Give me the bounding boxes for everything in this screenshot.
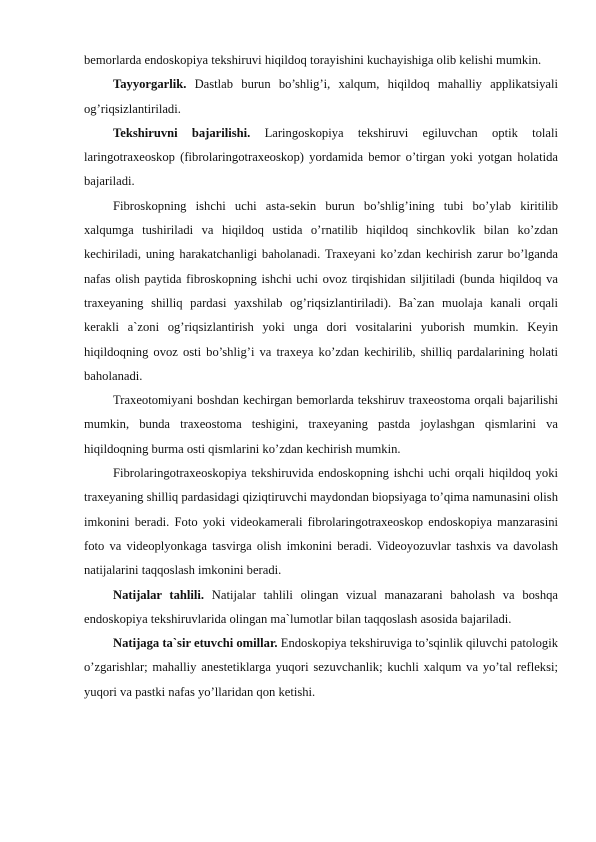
paragraph-heading: Natijalar tahlili. <box>113 587 205 602</box>
paragraph-text: bemorlarda endoskopiya tekshiruvi hiqildoq torayishini kuchayishiga olib kelishi mumkin. <box>84 53 542 67</box>
paragraph-influencing-factors <box>84 631 558 704</box>
paragraph-text: Fibroskopning ishchi uchi asta-sekin burun bo’shlig’ining tubi bo’ylab kiritilib xalqumga tushiriladi va hiqildoq ustida o’rnatilib hiqildoq sinchkovlik bilan ko’zdan kechiriladi, uning harakatchanligi baholanadi. Traxeyani ko’zdan kechirish zarur bo’lganda nafas olish paytida fibroskopning ishchi uchi ovoz tirqishidan siljitiladi (bunda hiqildoq va traxeyaning shilliq pardasi yaxshilab og’riqsizlantiriladi). Ba`zan muolaja kanali orqali kerakli a`zoni og’riqsizlantirish yoki unga dori vositalarini yuborish mumkin. Keyin hiqildoqning ovoz osti bo’shlig’i va traxeya ko’zdan kechirilib, shilliq pardalarining holati baholanadi. <box>84 198 558 383</box>
paragraph-tracheostomy <box>84 388 558 461</box>
paragraph-text: Laringoskopiya tekshiruvi egiluvchan optik tolali laringotraxeoskop (fibrolaringotraxeoskop) yordamida bemor o’tirgan yoki yotgan holatida bajariladi. <box>84 125 558 189</box>
paragraph-heading: Tekshiruvni bajarilishi. <box>113 125 251 140</box>
paragraph-heading: Tayyorgarlik. <box>113 77 187 92</box>
paragraph-preparation <box>84 72 558 121</box>
document-page <box>84 48 558 704</box>
paragraph-text: Dastlab burun bo’shlig’i, xalqum, hiqildoq mahalliy applikatsiyali og’riqsizlantiriladi. <box>84 77 558 116</box>
paragraph-continuation <box>84 48 558 72</box>
paragraph-text: Traxeotomiyani boshdan kechirgan bemorlarda tekshiruv traxeostoma orqali bajarilishi mumkin, bunda traxeostoma teshigini, traxeyaning pastda joylashgan qismlarini va hiqildoqning burma osti qismlarini ko’zdan kechirish mumkin. <box>84 393 558 456</box>
paragraph-results-analysis <box>84 583 558 632</box>
paragraph-heading: Natijaga ta`sir etuvchi omillar. <box>113 636 278 651</box>
paragraph-text: Natijalar tahlili olingan vizual manazarani baholash va boshqa endoskopiya tekshiruvlarida olingan ma`lumotlar bilan taqqoslash asosida bajariladi. <box>84 587 558 626</box>
paragraph-procedure <box>84 121 558 194</box>
paragraph-fibroscope <box>84 194 558 388</box>
paragraph-text: Endoskopiya tekshiruviga to’sqinlik qiluvchi patologik o’zgarishlar; mahalliy anestetiklarga yuqori sezuvchanlik; kuchli xalqum va yo’tal refleksi; yuqori va pastki nafas yo’llaridan qon ketishi. <box>84 636 559 699</box>
paragraph-biopsy <box>84 461 558 582</box>
paragraph-text: Fibrolaringotraxeoskopiya tekshiruvida endoskopning ishchi uchi orqali hiqildoq yoki traxeyaning shilliq pardasidagi qiziqtiruvchi maydondan biopsiyaga to’qima namunasini olish imkonini beradi. Foto yoki videokamerali fibrolaringotraxeoskop endoskopiya manzarasini foto va videoplyonkaga tasvirga olish imkonini beradi. Videoyozuvlar tashxis va davolash natijalarini taqqoslash imkonini beradi. <box>84 466 558 578</box>
